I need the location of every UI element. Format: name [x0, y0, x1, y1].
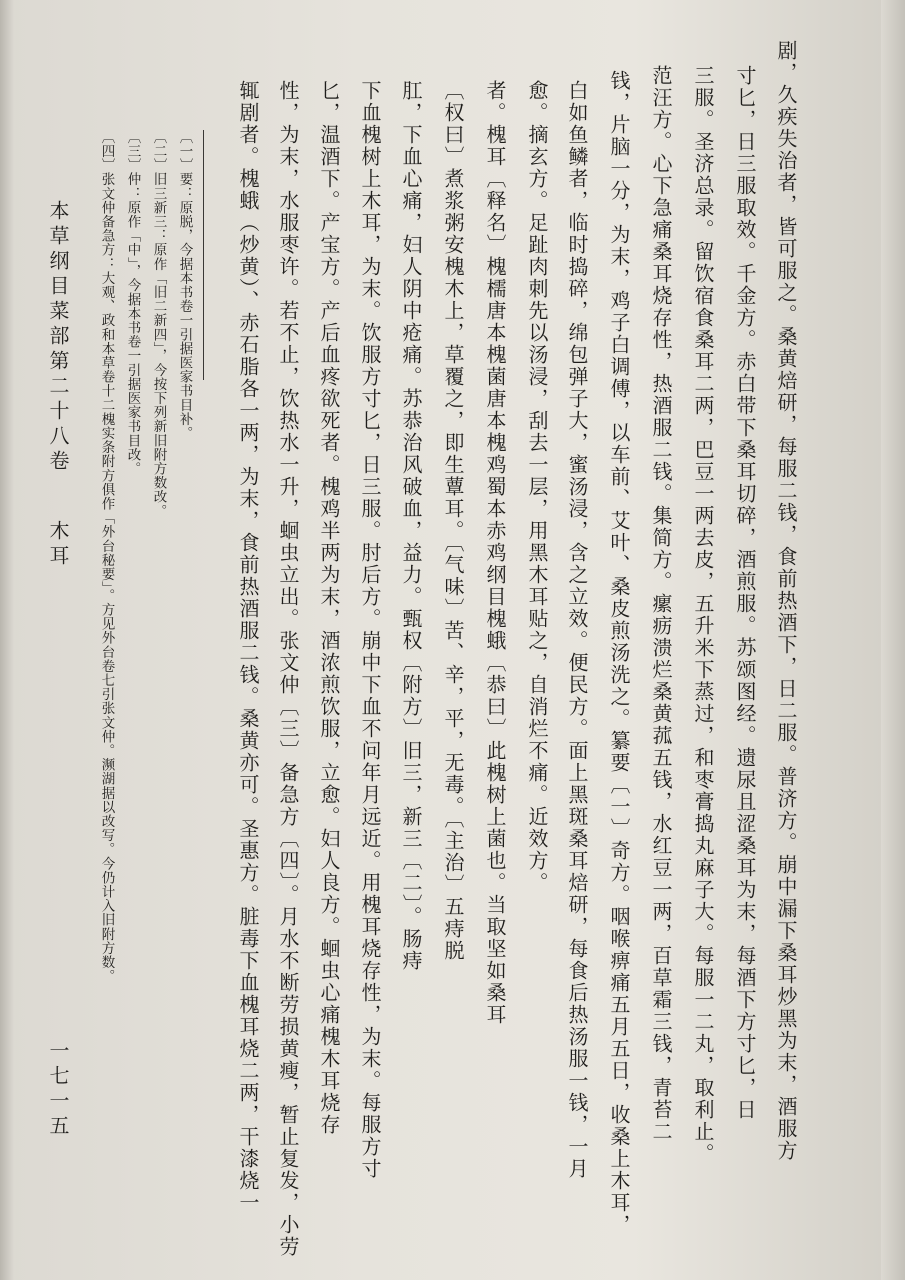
text-column-10: 肛，下血心痛，妇人阴中疮痛。苏恭治风破血，益力。甄权〔附方〕旧三，新三〔二〕。肠痔 [399, 80, 423, 972]
text-column-3: 三服。圣济总录。留饮宿食桑耳二两，巴豆一两去皮，五升米下蒸过，和枣膏捣丸麻子大。每服一二丸，取利止。 [691, 65, 715, 1165]
running-title: 本草纲目菜部第二十八卷 [46, 200, 70, 475]
text-column-2: 寸匕，日三服取效。千金方。赤白带下桑耳切碎，酒煎服。苏颂图经。遗尿且涩桑耳为末，每酒下方寸匕，日 [733, 65, 757, 1121]
footnote-4: 〔四〕张文仲备急方：大观、政和本草卷十二槐实条附方俱作「外台秘要」。方见外台卷七引张文仲。濒湖据以改写。今仍计入旧附方数。 [98, 130, 115, 984]
text-column-7: 愈。摘玄方。足趾肉刺先以汤浸，刮去一层，用黑木耳贴之，自消烂不痛。近效方。 [525, 80, 549, 894]
section-name: 木耳 [46, 520, 70, 570]
text-column-1: 剧，久疾失治者，皆可服之。桑黄焙研，每服二钱，食前热酒下，日二服。普济方。崩中漏下桑耳炒黑为末，酒服方 [774, 40, 798, 1162]
footnote-1: 〔一〕要：原脱，今据本书卷一引据医家书目补。 [176, 130, 193, 441]
text-column-4: 范汪方。心下急痛桑耳烧存性，热酒服二钱。集简方。瘰疬溃烂桑黄菰五钱，水红豆一两，百草霜三钱，青苔二 [649, 65, 673, 1143]
page-gutter-shadow [0, 0, 14, 1280]
text-column-9: 〔权曰〕煮浆粥安槐木上，草覆之，即生蕈耳。〔气味〕苦、辛，平，无毒。〔主治〕五痔脱 [441, 80, 465, 962]
page-edge-shadow [881, 0, 905, 1280]
page-number: 一七一五 [46, 1040, 70, 1140]
text-column-5: 钱，片脑一分，为末，鸡子白调傅，以车前、艾叶、桑皮煎汤洗之。纂要〔一〕奇方。咽喉痹痛五月五日，收桑上木耳， [607, 70, 631, 1236]
text-column-12: 匕，温酒下。产宝方。产后血疼欲死者。槐鸡半两为末，酒浓煎饮服，立愈。妇人良方。蛔虫心痛槐木耳烧存 [317, 80, 341, 1136]
text-column-8: 者。槐耳〔释名〕槐檽唐本槐菌唐本槐鸡蜀本赤鸡纲目槐蛾〔恭曰〕此槐树上菌也。当取坚如桑耳 [483, 80, 507, 1026]
text-column-13: 性，为末，水服枣许。若不止，饮热水一升，蛔虫立出。张文仲〔三〕备急方〔四〕。月水不断劳损黄瘦，暂止复发，小劳 [276, 80, 300, 1258]
footnote-2: 〔二〕旧三新三：原作「旧二新四」，今按下列新旧附方数改。 [150, 130, 167, 519]
footnote-3: 〔三〕仲：原作「中」，今据本书卷一引据医家书目改。 [124, 130, 141, 476]
footnote-divider [203, 130, 204, 380]
text-column-14: 辄剧者。槐蛾（炒黄）、赤石脂各一两，为末，食前热酒服二钱。桑黄亦可。圣惠方。脏毒下血槐耳烧二两，干漆烧一 [236, 80, 260, 1214]
text-column-11: 下血槐树上木耳，为末。饮服方寸匕，日三服。肘后方。崩中下血不问年月远近。用槐耳烧存性，为末。每服方寸 [358, 80, 382, 1180]
text-column-6: 白如鱼鳞者，临时捣碎，绵包弹子大，蜜汤浸，含之立效。便民方。面上黑斑桑耳焙研，每食后热汤服一钱，一月 [565, 80, 589, 1180]
